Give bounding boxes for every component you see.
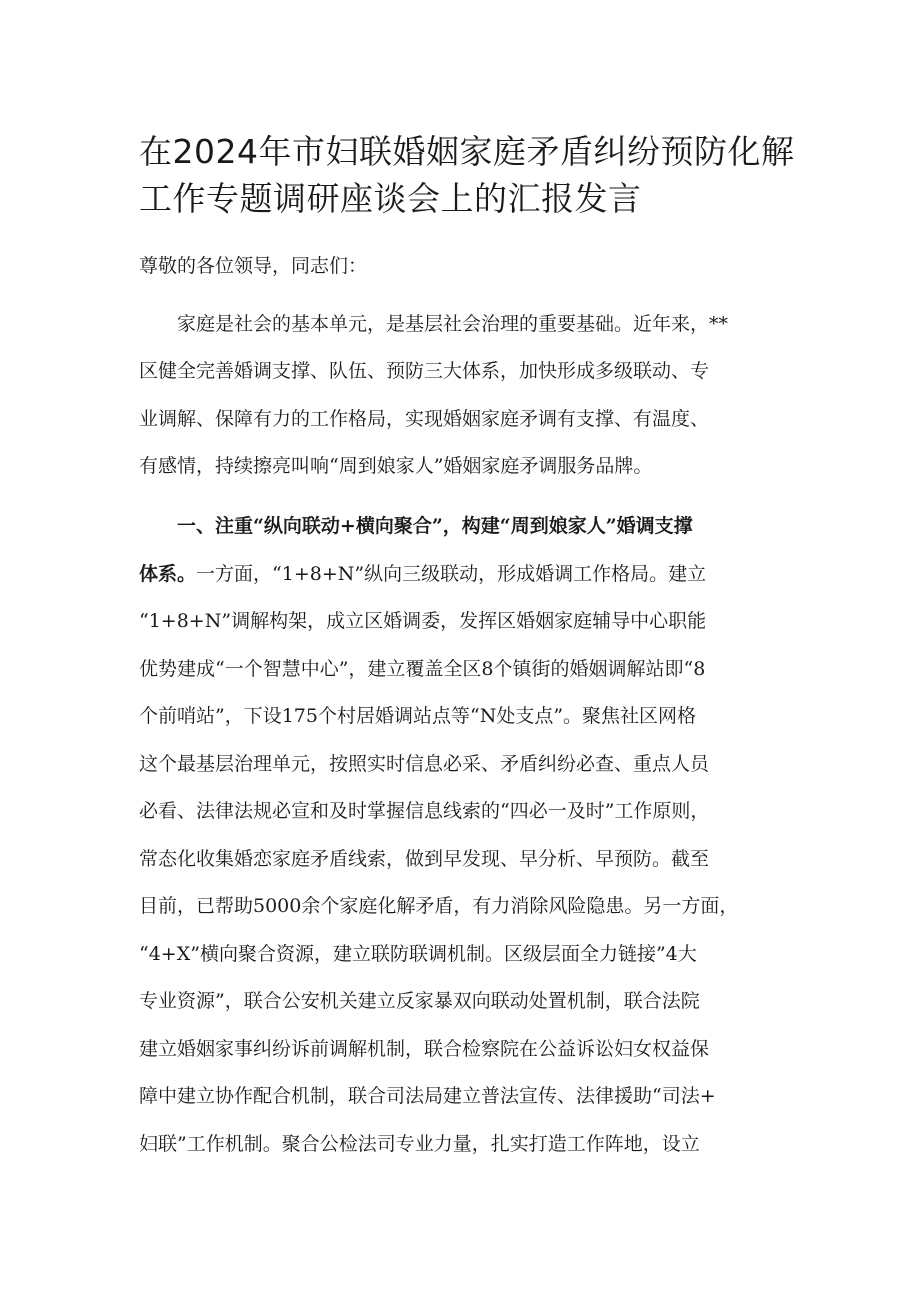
title-line-1: 在2024年市妇联婚姻家庭矛盾纠纷预防化解	[139, 132, 795, 171]
section1-line-1-text: 一方面，“1+8+N”纵向三级联动，形成婚调工作格局。建立	[196, 563, 707, 585]
section1-line-5: 这个最基层治理单元，按照实时信息必采、矛盾纠纷必查、重点人员	[139, 753, 710, 775]
section1-line-3: 优势建成“一个智慧中心”，建立覆盖全区8个镇街的婚姻调解站即“8	[139, 658, 706, 680]
title-line-2: 工作专题调研座谈会上的汇报发言	[139, 179, 642, 218]
section1-line-6: 必看、法律法规必宣和及时掌握信息线索的“四必一及时”工作原则，	[139, 800, 710, 822]
section1-line-10: 专业资源”，联合公安机关建立反家暴双向联动处置机制，联合法院	[139, 990, 700, 1012]
section1-line-7: 常态化收集婚恋家庭矛盾线索，做到早发现、早分析、早预防。截至	[139, 848, 710, 870]
paragraph1-line-1: 家庭是社会的基本单元，是基层社会治理的重要基础。近年来，**	[177, 313, 729, 335]
section1-line-1	[139, 562, 793, 586]
section1-line-9: “4+X”横向聚合资源，建立联防联调机制。区级层面全力链接”4大	[139, 943, 697, 965]
salutation: 尊敬的各位领导，同志们：	[139, 255, 368, 277]
section1-line-8: 目前，已帮助5000余个家庭化解矛盾，有力消除风险隐患。另一方面，	[139, 895, 739, 917]
section1-heading: 一、注重“纵向联动+横向聚合”，构建“周到娘家人”婚调支撑	[177, 515, 693, 537]
section1-heading-end: 体系。	[139, 563, 197, 585]
document-title	[139, 128, 799, 222]
section1-line-4: 个前哨站”，下设175个村居婚调站点等“N处支点”。聚焦社区网格	[139, 705, 697, 727]
section1-line-2: “1+8+N”调解构架，成立区婚调委，发挥区婚姻家庭辅导中心职能	[139, 610, 707, 632]
section1-line-11: 建立婚姻家事纠纷诉前调解机制，联合检察院在公益诉讼妇女权益保	[139, 1038, 710, 1060]
section1-line-13: 妇联”工作机制。聚合公检法司专业力量，扎实打造工作阵地，设立	[139, 1133, 700, 1155]
paragraph1-line-3: 业调解、保障有力的工作格局，实现婚姻家庭矛调有支撑、有温度、	[139, 408, 710, 430]
paragraph1-line-2: 区健全完善婚调支撑、队伍、预防三大体系，加快形成多级联动、专	[139, 360, 710, 382]
paragraph1-line-4: 有感情，持续擦亮叫响“周到娘家人”婚姻家庭矛调服务品牌。	[139, 455, 653, 477]
section1-line-12: 障中建立协作配合机制，联合司法局建立普法宣传、法律援助“司法+	[139, 1085, 716, 1107]
